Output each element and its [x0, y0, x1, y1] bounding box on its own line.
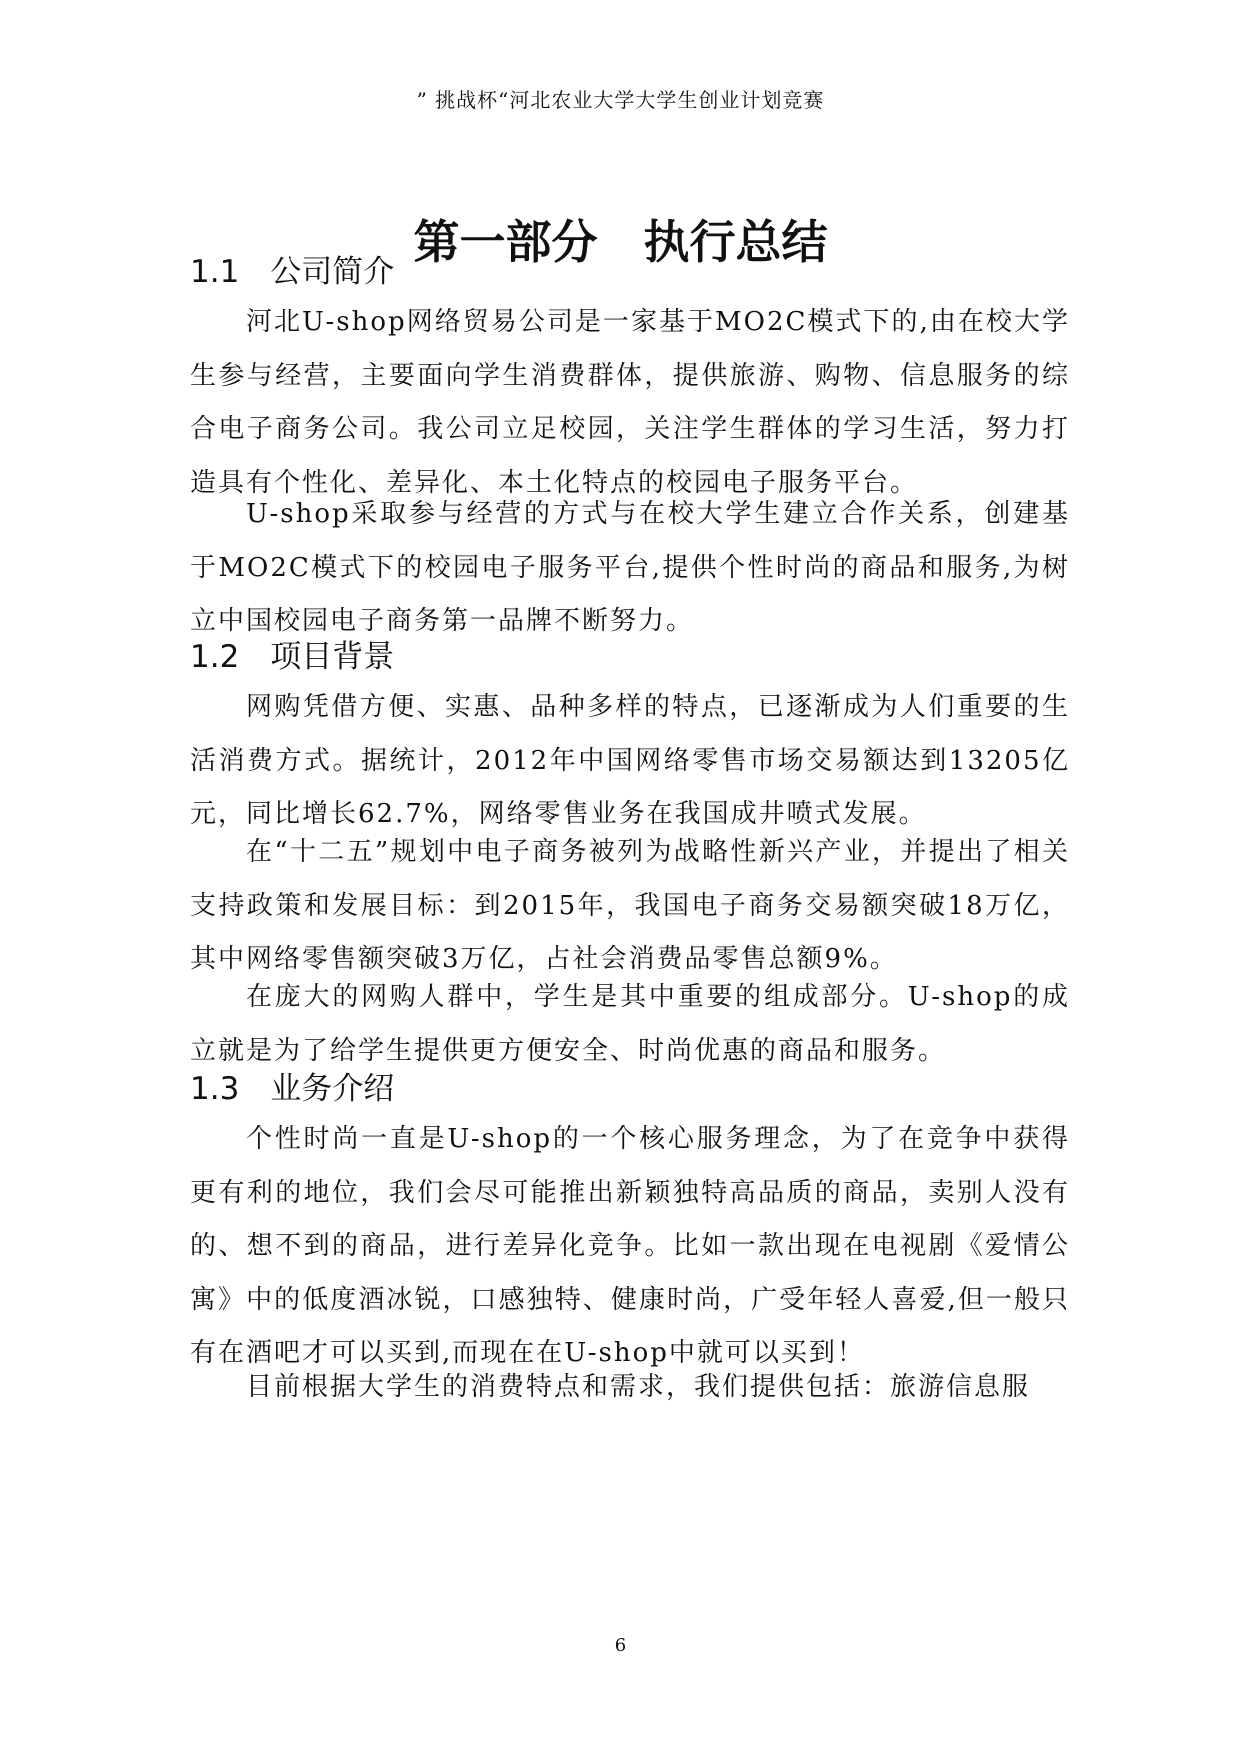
page-title: 第一部分 执行总结	[413, 215, 828, 269]
section-heading-1-2: 1.2 项目背景	[190, 639, 395, 675]
paragraph-business-2: 目前根据大学生的消费特点和需求，我们提供包括：旅游信息服	[246, 1372, 1031, 1402]
paragraph-background-1: 网购凭借方便、实惠、品种多样的特点，已逐渐成为人们重要的生活消费方式。据统计，2012年中国网络零售市场交易额达到13205亿元，同比增长62.7%，网络零售业务在我国成井喷式发展。	[190, 692, 1070, 829]
paragraph-business-1: 个性时尚一直是U-shop的一个核心服务理念，为了在竞争中获得更有利的地位，我们会尽可能推出新颖独特高品质的商品，卖别人没有的、想不到的商品，进行差异化竞争。比如一款出现在电视剧《爱情公寓》中的低度酒冰锐，口感独特、健康时尚，广受年轻人喜爱,但一般只有在酒吧才可以买到,而现在在U-shop中就可以买到！	[190, 1124, 1070, 1368]
paragraph-company-intro-1: 河北U-shop网络贸易公司是一家基于MO2C模式下的,由在校大学生参与经营，主要面向学生消费群体，提供旅游、购物、信息服务的综合电子商务公司。我公司立足校园，关注学生群体的学习生活，努力打造具有个性化、差异化、本土化特点的校园电子服务平台。	[190, 307, 1070, 498]
page-number: 6	[614, 1635, 627, 1656]
running-header: ” 挑战杯“河北农业大学大学生创业计划竞赛	[416, 88, 825, 112]
paragraph-company-intro-2: U-shop采取参与经营的方式与在校大学生建立合作关系，创建基于MO2C模式下的校园电子服务平台,提供个性时尚的商品和服务,为树立中国校园电子商务第一品牌不断努力。	[190, 499, 1070, 636]
section-heading-1-1: 1.1 公司简介	[190, 254, 395, 290]
paragraph-background-3: 在庞大的网购人群中，学生是其中重要的组成部分。U-shop的成立就是为了给学生提供更方便安全、时尚优惠的商品和服务。	[190, 982, 1070, 1066]
section-heading-1-3: 1.3 业务介绍	[190, 1071, 395, 1107]
paragraph-background-2: 在“十二五”规划中电子商务被列为战略性新兴产业，并提出了相关支持政策和发展目标：到2015年，我国电子商务交易额突破18万亿，其中网络零售额突破3万亿，占社会消费品零售总额9%。	[190, 837, 1070, 974]
